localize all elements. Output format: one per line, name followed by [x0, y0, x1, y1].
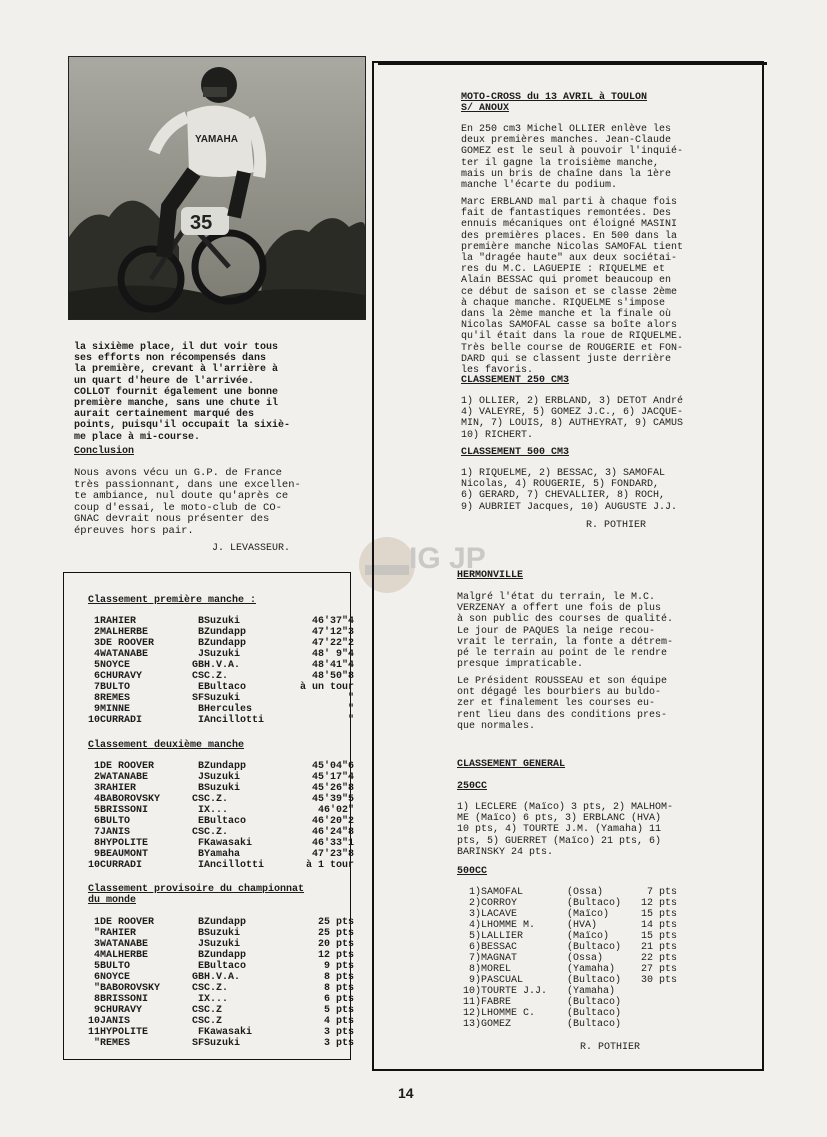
table-cell: BEAUMONT — [100, 849, 149, 860]
table-cell: CHURAVY — [100, 671, 143, 682]
table-cell: B — [197, 950, 204, 961]
table-cell: CS — [191, 827, 204, 838]
table-cell: 4) — [468, 920, 481, 931]
table-cell: F — [197, 1027, 204, 1038]
manche2-table — [84, 761, 354, 871]
table-cell: 21 pts — [640, 942, 677, 953]
manche2-title: Classement deuxième manche — [88, 740, 245, 751]
table-cell: Suzuki — [204, 772, 241, 783]
table-cell: 3 — [93, 783, 100, 794]
table-cell: 8 pts — [323, 972, 354, 983]
table-cell: Kawasaki — [204, 838, 253, 849]
table-cell: BESSAC — [481, 942, 518, 953]
table-row — [455, 887, 677, 898]
table-cell: 14 pts — [640, 920, 677, 931]
table-cell: 5 pts — [323, 1005, 354, 1016]
table-cell: (Yamaha) — [567, 964, 616, 975]
table-row — [84, 961, 354, 972]
table-cell: Suzuki — [204, 939, 241, 950]
table-cell: (Maïco) — [567, 909, 610, 920]
table-cell: LHOMME M. — [481, 920, 536, 931]
table-row — [84, 827, 354, 838]
table-row — [84, 1027, 354, 1038]
table-cell: 27 pts — [640, 964, 677, 975]
table-cell: 48'50"8 — [311, 671, 354, 682]
table-cell: " — [347, 715, 354, 726]
classement-500-title: CLASSEMENT 500 CM3 — [461, 447, 570, 458]
table-cell: 12 pts — [640, 898, 677, 909]
table-cell: 3 pts — [323, 1027, 354, 1038]
table-cell: 7 — [93, 682, 100, 693]
classement-500-text: 1) RIQUELME, 2) BESSAC, 3) SAMOFAL Nicolas, 4) ROUGERIE, 5) FONDARD, 6) GERARD, 7) CHEVALLIER, 8) ROCH, 9) AUBRIET Jacques, 10) AUGUSTE J.J. — [461, 468, 678, 513]
table-cell: Ancillotti — [204, 860, 265, 871]
table-cell: Zundapp — [204, 638, 247, 649]
table-cell: 9 — [93, 704, 100, 715]
table-cell: B — [197, 849, 204, 860]
table-cell: B — [197, 616, 204, 627]
table-cell: Kawasaki — [204, 1027, 253, 1038]
table-cell: CORROY — [481, 898, 518, 909]
table-cell: LHOMME C. — [481, 1008, 536, 1019]
table-cell: TOURTE J.J. — [481, 986, 548, 997]
table-cell: (Bultaco) — [567, 997, 622, 1008]
table-cell: E — [197, 816, 204, 827]
table-row — [455, 975, 677, 986]
table-cell: CURRADI — [100, 715, 143, 726]
table-cell: (HVA) — [567, 920, 598, 931]
table-cell: 6 pts — [323, 994, 354, 1005]
table-cell: à un tour — [299, 682, 354, 693]
table-cell: MAGNAT — [481, 953, 518, 964]
table-cell: Zundapp — [204, 917, 247, 928]
table-cell: 10 — [87, 860, 100, 871]
table-cell: 6 — [93, 671, 100, 682]
table-cell: 1 — [93, 616, 100, 627]
table-cell: CS — [191, 1005, 204, 1016]
table-cell — [633, 1019, 677, 1030]
table-cell: PASCUAL — [481, 975, 524, 986]
toulon-title: MOTO-CROSS du 13 AVRIL à TOULON S/ ANOUX — [461, 92, 648, 115]
table-cell: HYPOLITE — [100, 1027, 149, 1038]
table-cell: RAHIER — [100, 616, 137, 627]
table-cell: Bultaco — [204, 816, 247, 827]
table-cell: MALHERBE — [100, 950, 149, 961]
table-cell: GOMEZ — [481, 1019, 512, 1030]
table-cell: 4 — [93, 649, 100, 660]
championnat-table — [84, 917, 354, 1049]
table-cell: Bultaco — [204, 682, 247, 693]
500cc-table — [455, 887, 677, 1030]
500cc-title: 500CC — [457, 866, 488, 877]
table-cell: CS — [191, 983, 204, 994]
table-cell: CS — [191, 794, 204, 805]
table-cell: 6 — [93, 972, 100, 983]
table-row — [455, 1019, 677, 1030]
table-cell: B — [197, 638, 204, 649]
conclusion-heading: Conclusion — [74, 446, 135, 457]
table-row — [84, 849, 354, 860]
table-cell: B — [197, 783, 204, 794]
table-cell: 9 pts — [323, 961, 354, 972]
table-cell: NOYCE — [100, 972, 131, 983]
table-cell: 48' 9"4 — [311, 649, 354, 660]
table-cell: " — [93, 983, 100, 994]
table-cell: J — [197, 772, 204, 783]
table-row — [84, 660, 354, 671]
table-cell: 6) — [468, 942, 481, 953]
table-cell: 11 — [87, 1027, 100, 1038]
table-cell: " — [93, 928, 100, 939]
table-cell — [633, 997, 677, 1008]
table-cell: Zundapp — [204, 761, 247, 772]
table-cell: CS — [191, 1016, 204, 1027]
table-row — [84, 704, 354, 715]
table-cell: 6 — [93, 816, 100, 827]
table-cell: C.Z. — [204, 671, 229, 682]
table-cell: 3 — [93, 939, 100, 950]
table-cell: B — [197, 928, 204, 939]
table-cell: REMES — [100, 693, 131, 704]
table-cell: 47'22"2 — [311, 638, 354, 649]
table-cell: WATANABE — [100, 772, 149, 783]
table-cell: 10 — [87, 1016, 100, 1027]
table-cell: MOREL — [481, 964, 512, 975]
table-cell: RAHIER — [100, 783, 137, 794]
table-cell: 1) — [468, 887, 481, 898]
table-cell: " — [93, 1038, 100, 1049]
table-cell: 7 pts — [646, 887, 677, 898]
table-row — [84, 939, 354, 950]
table-cell: 46'24"8 — [311, 827, 354, 838]
table-cell: 45'04"6 — [311, 761, 354, 772]
table-cell: JANIS — [100, 1016, 131, 1027]
table-cell: NOYCE — [100, 660, 131, 671]
table-cell: B — [197, 917, 204, 928]
table-row — [455, 986, 677, 997]
table-cell: C.Z — [204, 1005, 223, 1016]
table-row — [84, 649, 354, 660]
table-cell: 48'41"4 — [311, 660, 354, 671]
top-rule — [378, 62, 767, 65]
table-row — [84, 772, 354, 783]
table-row — [84, 816, 354, 827]
table-cell — [633, 1008, 677, 1019]
250cc-title: 250CC — [457, 781, 488, 792]
hermonville-paragraph-1: Malgré l'état du terrain, le M.C. VERZENAY a offert une fois de plus à son public des courses de qualité. Le jour de PAQUES la neige recou- vrait le terrain, la fonte a détrem- pé le terrain au point de le rendre presque impraticable. — [457, 592, 674, 671]
table-cell: E — [197, 961, 204, 972]
table-row — [455, 909, 677, 920]
table-cell: 3 — [93, 638, 100, 649]
table-cell: Suzuki — [204, 616, 241, 627]
table-cell: 5) — [468, 931, 481, 942]
classement-250-title: CLASSEMENT 250 CM3 — [461, 375, 570, 386]
table-cell: 9 — [93, 849, 100, 860]
table-cell: I — [197, 994, 204, 1005]
table-cell: 10) — [462, 986, 481, 997]
table-cell: DE ROOVER — [100, 638, 155, 649]
table-cell: Zundapp — [204, 950, 247, 961]
table-row — [84, 638, 354, 649]
table-cell: 2 — [93, 627, 100, 638]
table-cell: E — [197, 682, 204, 693]
table-cell: Ancillotti — [204, 715, 265, 726]
table-cell: B — [197, 704, 204, 715]
table-cell: GB — [191, 660, 204, 671]
table-cell: 4 — [93, 794, 100, 805]
table-cell: 7) — [468, 953, 481, 964]
table-cell: 20 pts — [317, 939, 354, 950]
table-row — [455, 953, 677, 964]
table-row — [84, 1038, 354, 1049]
classement-general-title: CLASSEMENT GENERAL — [457, 759, 566, 770]
table-row — [84, 1005, 354, 1016]
article-intro-text: la sixième place, il dut voir tous ses efforts non récompensés dans la première, crevant à l'arrière à un quart d'heure de l'arrivée. COLLOT fournit également une bonne première manche, sans une chute il aurait certainement marqué des points, puisqu'il occupait la sixiè- me place à mi-course. — [74, 342, 291, 443]
table-row — [455, 931, 677, 942]
table-row — [84, 693, 354, 704]
table-cell: 46'20"2 — [311, 816, 354, 827]
table-cell — [633, 986, 677, 997]
table-cell: 25 pts — [317, 917, 354, 928]
table-cell: 46'02" — [317, 805, 354, 816]
table-row — [84, 682, 354, 693]
table-cell: Yamaha — [204, 849, 241, 860]
hermonville-paragraph-2: Le Président ROUSSEAU et son équipe ont dégagé les bourbiers au buldo- zer et finalement les courses eu- rent lieu dans des conditions pres- que normales. — [457, 676, 668, 732]
table-cell: 47'23"8 — [311, 849, 354, 860]
table-cell: MALHERBE — [100, 627, 149, 638]
table-cell: J — [197, 649, 204, 660]
signature-pothier-1: R. POTHIER — [586, 520, 647, 531]
table-cell: BULTO — [100, 682, 131, 693]
hermonville-title: HERMONVILLE — [457, 570, 524, 581]
table-cell: CHURAVY — [100, 1005, 143, 1016]
table-row — [84, 928, 354, 939]
table-cell: J — [197, 939, 204, 950]
table-cell: Suzuki — [204, 928, 241, 939]
table-cell: 25 pts — [317, 928, 354, 939]
table-cell: 45'26"8 — [311, 783, 354, 794]
table-row — [455, 997, 677, 1008]
table-row — [84, 761, 354, 772]
table-cell: 45'39"5 — [311, 794, 354, 805]
table-row — [84, 950, 354, 961]
table-cell: H.V.A. — [204, 972, 241, 983]
table-cell: SF — [191, 1038, 204, 1049]
table-row — [455, 898, 677, 909]
table-cell: 46'33"1 — [311, 838, 354, 849]
table-row — [455, 1008, 677, 1019]
table-cell: 15 pts — [640, 931, 677, 942]
table-cell: GB — [191, 972, 204, 983]
manche1-table — [84, 616, 354, 726]
table-cell: CS — [191, 671, 204, 682]
table-cell: BULTO — [100, 961, 131, 972]
table-cell: 9) — [468, 975, 481, 986]
table-cell: FABRE — [481, 997, 512, 1008]
table-cell: 9 — [93, 1005, 100, 1016]
signature-levasseur: J. LEVASSEUR. — [212, 543, 291, 554]
table-cell: X... — [204, 805, 229, 816]
table-cell: Hercules — [204, 704, 253, 715]
table-row — [455, 920, 677, 931]
table-cell: Suzuki — [204, 649, 241, 660]
table-cell: CURRADI — [100, 860, 143, 871]
toulon-paragraph-2: Marc ERBLAND mal parti à chaque fois fait de fantastiques remontées. Des ennuis mécaniques ont éloigné MASINI des premières places. En 500 dans la première manche Nicolas SAMOFAL tient la "dragée haute" aux deux sociétai- res du M.C. LAGUEPIE : RIQUELME et Alain BESSAC qui promet beaucoup en ce début de saison et se classe 2ème à chaque manche. RIQUELME s'impose dans la 2ème manche et la finale où Nicolas SAMOFAL casse sa boîte alors qu'il était dans la roue de RIQUELME. Très belle course de ROUGERIE et FON- DARD qui se classent juste derrière les favoris. — [461, 197, 684, 377]
table-cell: B — [197, 627, 204, 638]
table-cell: 4 — [93, 950, 100, 961]
250cc-results: 1) LECLERE (Maïco) 3 pts, 2) MALHOM- ME (Maïco) 6 pts, 3) ERBLANC (HVA) 10 pts, 4) TOURTE J.M. (Yamaha) 11 pts, 5) GUERRET (Maïco) 21 pts, 6) BARINSKY 24 pts. — [457, 802, 674, 858]
table-cell: HYPOLITE — [100, 838, 149, 849]
table-row — [455, 964, 677, 975]
table-cell: 15 pts — [640, 909, 677, 920]
table-cell: " — [347, 693, 354, 704]
table-cell: 8 — [93, 693, 100, 704]
bike-number: 35 — [190, 212, 213, 234]
table-cell: Zundapp — [204, 627, 247, 638]
table-cell: 3 pts — [323, 1038, 354, 1049]
table-cell: 2) — [468, 898, 481, 909]
table-cell: (Yamaha) — [567, 986, 616, 997]
table-cell: 11) — [462, 997, 481, 1008]
table-cell: 5 — [93, 805, 100, 816]
table-row — [84, 715, 354, 726]
motocross-photo — [68, 56, 366, 320]
table-cell: MINNE — [100, 704, 131, 715]
table-cell: DE ROOVER — [100, 761, 155, 772]
table-row — [84, 838, 354, 849]
page-number: 14 — [398, 1085, 414, 1101]
table-cell: I — [197, 805, 204, 816]
table-cell: BRISSONI — [100, 994, 149, 1005]
signature-pothier-2: R. POTHIER — [580, 1042, 641, 1053]
conclusion-text: Nous avons vécu un G.P. de France très passionnant, dans une excellen- te ambiance, nul doute qu'après ce coup d'essai, le moto-club de CO- GNAC devrait nous présenter des épreuves hors pair. — [74, 467, 301, 537]
table-cell: C.Z. — [204, 983, 229, 994]
table-cell: 8 — [93, 994, 100, 1005]
table-cell: I — [197, 860, 204, 871]
table-cell: 8) — [468, 964, 481, 975]
table-cell: 8 — [93, 838, 100, 849]
table-cell: 46'37"4 — [311, 616, 354, 627]
table-cell: 13) — [462, 1019, 481, 1030]
classement-250-text: 1) OLLIER, 2) ERBLAND, 3) DETOT André 4) VALEYRE, 5) GOMEZ J.C., 6) JACQUE- MIN, 7) LOUIS, 8) AUTHEYRAT, 9) CAMUS 10) RICHERT. — [461, 396, 684, 441]
table-row — [84, 616, 354, 627]
table-cell: 10 — [87, 715, 100, 726]
table-cell: Bultaco — [204, 961, 247, 972]
table-cell: SAMOFAL — [481, 887, 524, 898]
table-cell: 30 pts — [640, 975, 677, 986]
championnat-title: Classement provisoire du championnat du monde — [88, 884, 305, 907]
table-cell: C.Z. — [204, 827, 229, 838]
table-cell: " — [347, 704, 354, 715]
table-cell: 1 — [93, 917, 100, 928]
table-cell: 1 — [93, 761, 100, 772]
table-cell: Suzuki — [204, 693, 241, 704]
table-cell: 12 pts — [317, 950, 354, 961]
table-cell: 2 — [93, 772, 100, 783]
table-cell: 4 pts — [323, 1016, 354, 1027]
table-cell: BABOROVSKY — [100, 794, 161, 805]
table-row — [84, 627, 354, 638]
table-cell: LALLIER — [481, 931, 524, 942]
table-row — [84, 671, 354, 682]
table-row — [84, 917, 354, 928]
table-cell: 47'12"3 — [311, 627, 354, 638]
table-cell: I — [197, 715, 204, 726]
table-cell: 3) — [468, 909, 481, 920]
table-cell: WATANABE — [100, 939, 149, 950]
table-cell: WATANABE — [100, 649, 149, 660]
table-cell: (Ossa) — [567, 953, 604, 964]
table-cell: 5 — [93, 660, 100, 671]
table-cell: à 1 tour — [305, 860, 354, 871]
table-row — [84, 994, 354, 1005]
table-cell: Suzuki — [204, 783, 241, 794]
table-cell: H.V.A. — [204, 660, 241, 671]
table-cell: DE ROOVER — [100, 917, 155, 928]
table-cell: RAHIER — [100, 928, 137, 939]
table-cell: BABOROVSKY — [100, 983, 161, 994]
table-cell: (Bultaco) — [567, 1008, 622, 1019]
table-cell: (Bultaco) — [567, 898, 622, 909]
table-row — [84, 972, 354, 983]
table-cell: (Bultaco) — [567, 1019, 622, 1030]
toulon-paragraph-1: En 250 cm3 Michel OLLIER enlève les deux premières manches. Jean-Claude GOMEZ est le seul à pouvoir l'inquié- ter il gagne la troisième manche, mais un bris de chaîne dans la 1ère manche l'écarte du podium. — [461, 124, 684, 192]
table-cell: (Ossa) — [567, 887, 604, 898]
table-cell: 22 pts — [640, 953, 677, 964]
table-cell: 5 — [93, 961, 100, 972]
manche1-title: Classement première manche : — [88, 595, 257, 606]
table-cell: 45'17"4 — [311, 772, 354, 783]
table-cell: 8 pts — [323, 983, 354, 994]
table-cell: (Bultaco) — [567, 975, 622, 986]
table-cell: X... — [204, 994, 229, 1005]
table-cell: LACAVE — [481, 909, 518, 920]
table-cell: BULTO — [100, 816, 131, 827]
table-cell: (Bultaco) — [567, 942, 622, 953]
table-cell: C.Z — [204, 1016, 223, 1027]
table-cell: BRISSONI — [100, 805, 149, 816]
table-cell: C.Z. — [204, 794, 229, 805]
table-cell: SF — [191, 693, 204, 704]
table-row — [455, 942, 677, 953]
table-cell: 12) — [462, 1008, 481, 1019]
table-cell: F — [197, 838, 204, 849]
table-cell: 7 — [93, 827, 100, 838]
watermark-text: IG JP — [409, 542, 486, 575]
table-row — [84, 983, 354, 994]
jersey-brand: YAMAHA — [195, 134, 238, 145]
table-row — [84, 860, 354, 871]
table-row — [84, 1016, 354, 1027]
table-row — [84, 783, 354, 794]
table-cell: (Maïco) — [567, 931, 610, 942]
table-cell: B — [197, 761, 204, 772]
table-cell: Suzuki — [204, 1038, 241, 1049]
table-row — [84, 794, 354, 805]
table-cell: REMES — [100, 1038, 131, 1049]
table-cell: JANIS — [100, 827, 131, 838]
table-row — [84, 805, 354, 816]
